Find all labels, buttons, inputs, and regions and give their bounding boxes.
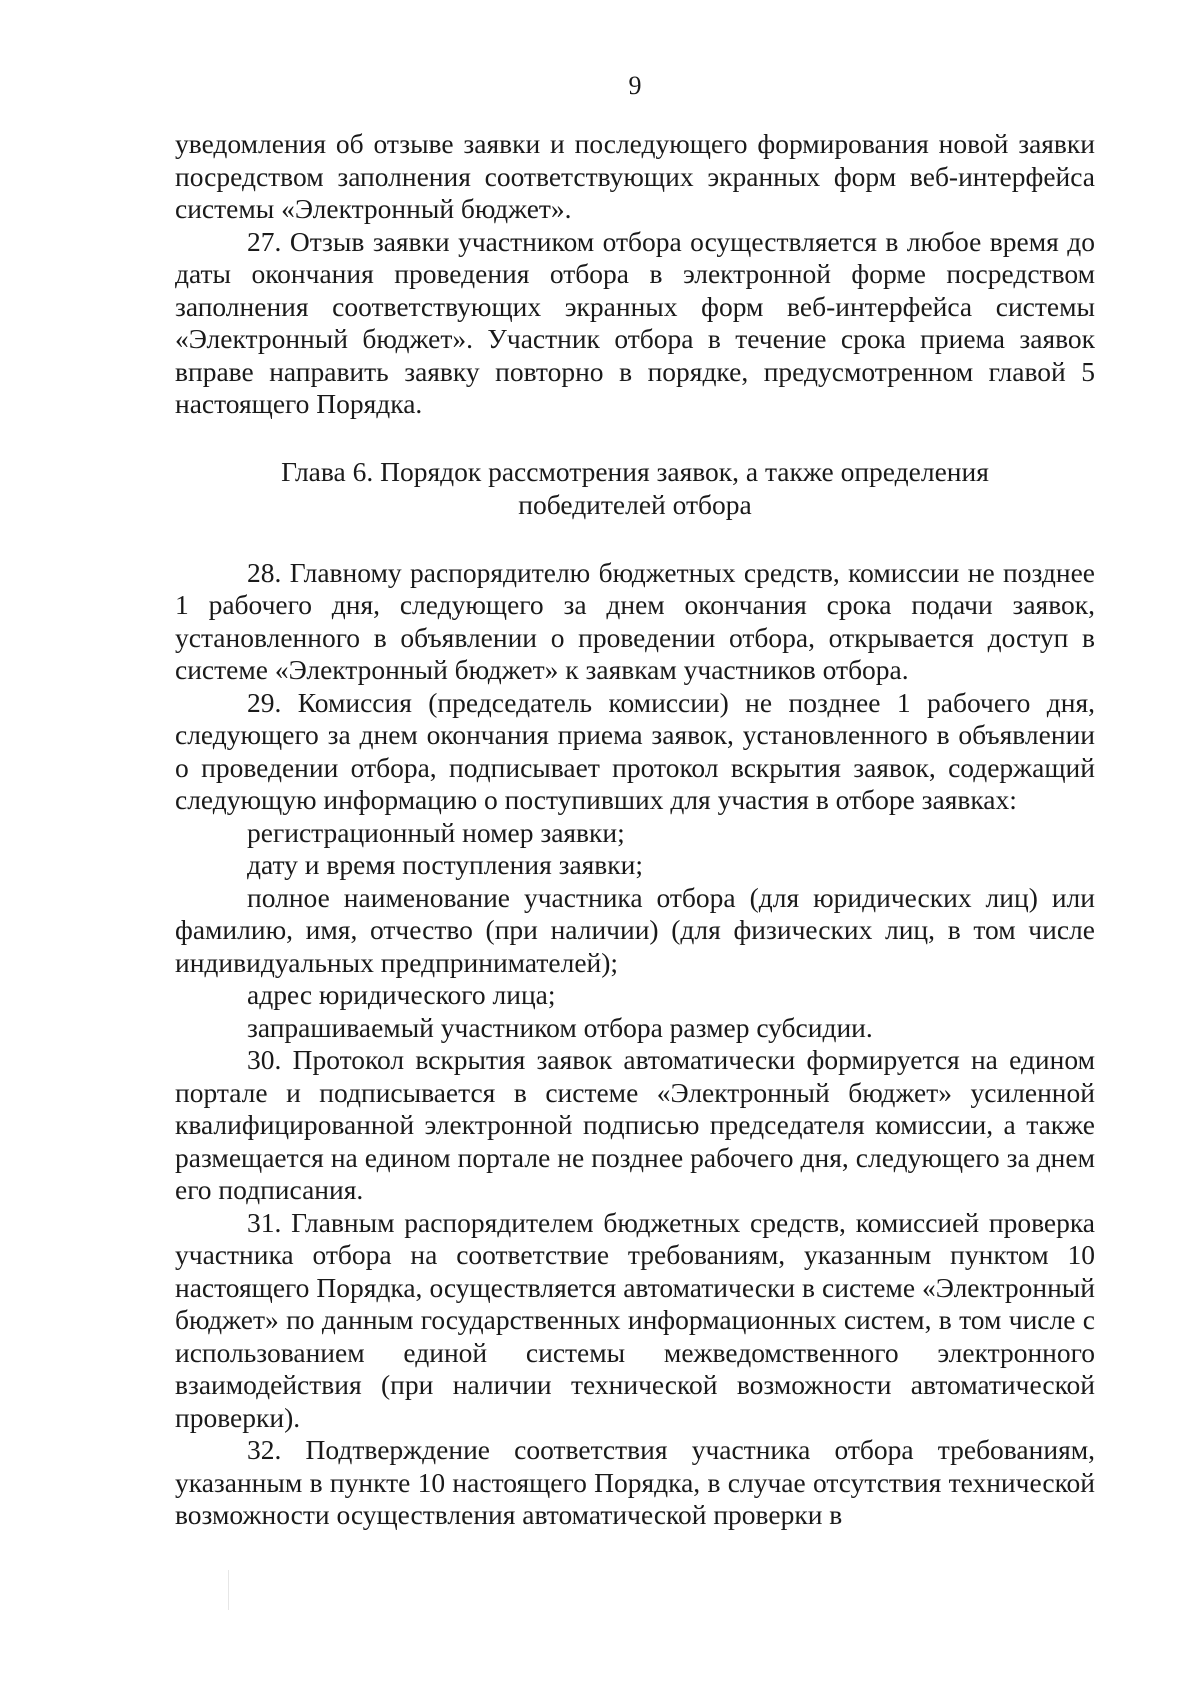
list-item: полное наименование участника отбора (для юридических лиц) или фамилию, имя, отчество (при наличии) (для физических лиц, в том числе индивидуальных предпринимателей); <box>175 881 1095 978</box>
paragraph-30: 30. Протокол вскрытия заявок автоматически формируется на едином портале и подписывается в системе «Электронный бюджет» усиленной квалифицированной электронной подписью председателя комиссии, а также размещается на едином портале не позднее рабочего дня, следующего за днем его подписания. <box>175 1044 1095 1205</box>
paragraph-32: 32. Подтверждение соответствия участника отбора требованиям, указанным в пункте 10 настоящего Порядка, в случае отсутствия технической возможности осуществления автоматической проверки в <box>175 1434 1095 1530</box>
list-item: адрес юридического лица; <box>247 979 556 1010</box>
chapter-heading <box>175 455 1095 521</box>
document-body <box>175 128 1095 1532</box>
paragraph-continuation: уведомления об отзыве заявки и последующего формирования новой заявки посредством заполнения соответствующих экранных форм веб-интерфейса системы «Электронный бюджет». <box>175 128 1095 224</box>
scan-artifact <box>228 1570 229 1610</box>
list-item: запрашиваемый участником отбора размер субсидии. <box>247 1011 873 1043</box>
paragraph-31: 31. Главным распорядителем бюджетных средств, комиссией проверка участника отбора на соответствие требованиям, указанным пунктом 10 настоящего Порядка, осуществляется автоматически в системе «Электронный бюджет» по данным государственных информационных систем, в том числе с использованием единой системы межведомственного электронного взаимодействия (при наличии технической возможности автоматической проверки). <box>175 1206 1095 1433</box>
chapter-heading-line-1: Глава 6. Порядок рассмотрения заявок, а также определения <box>281 455 989 487</box>
paragraph-28: 28. Главному распорядителю бюджетных средств, комиссии не позднее 1 рабочего дня, следующего за днем окончания срока подачи заявок, установленного в объявлении о проведении отбора, открывается доступ в системе «Электронный бюджет» к заявкам участников отбора. <box>175 556 1095 685</box>
page-number: 9 <box>628 71 642 100</box>
list-item: дату и время поступления заявки; <box>247 849 644 880</box>
list-item: регистрационный номер заявки; <box>247 816 625 848</box>
chapter-heading-line-2: победителей отбора <box>518 488 752 520</box>
paragraph-29: 29. Комиссия (председатель комиссии) не позднее 1 рабочего дня, следующего за днем окончания приема заявок, установленного в объявлении о проведении отбора, подписывает протокол вскрытия заявок, содержащий следующую информацию о поступивших для участия в отборе заявках: <box>175 686 1095 815</box>
paragraph-27: 27. Отзыв заявки участником отбора осуществляется в любое время до даты окончания проведения отбора в электронной форме посредством заполнения соответствующих экранных форм веб-интерфейса системы «Электронный бюджет». Участник отбора в течение срока приема заявок вправе направить заявку повторно в порядке, предусмотренном главой 5 настоящего Порядка. <box>175 225 1095 419</box>
